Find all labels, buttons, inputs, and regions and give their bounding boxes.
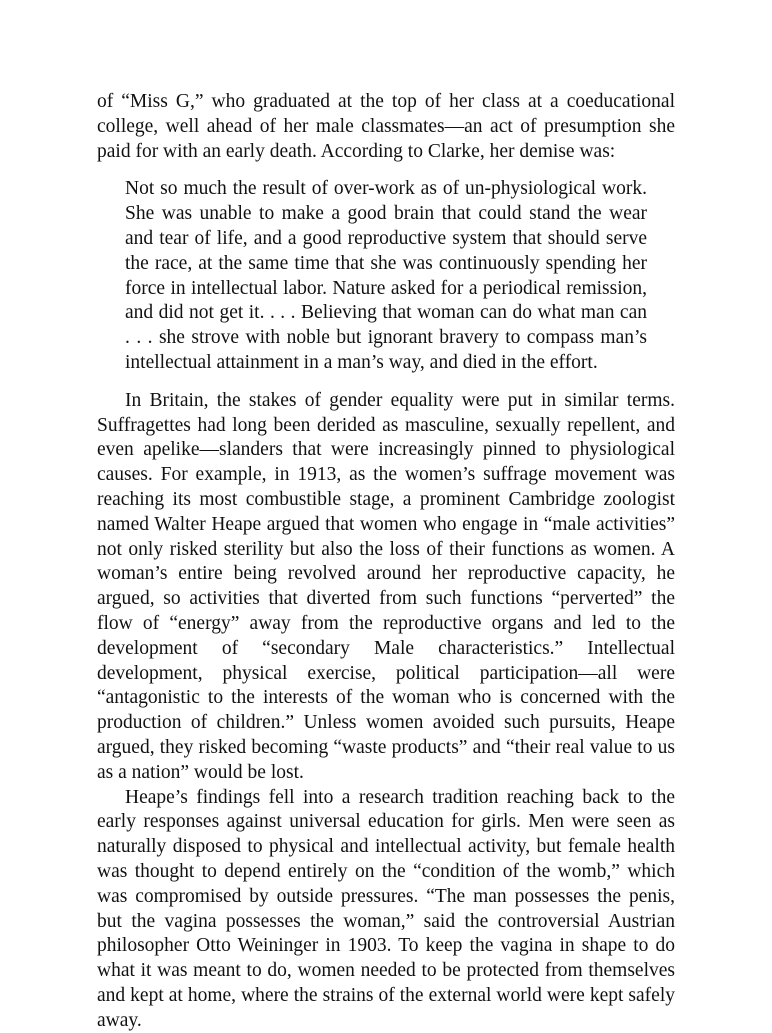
paragraph-heape-findings: Heape’s findings fell into a research tradition reaching back to the early responses against universal education for girls. Men were seen as naturally disposed to physical and intellectual activity, but female health was thought to depend entirely on the “condition of the womb,” which was compromised by outside pressures. “The man possesses the penis, but the vagina possesses the woman,” said the controversial Austrian philosopher Otto Weininger in 1903. To keep the vagina in shape to do what it was meant to do, women needed to be protected from themselves and kept at home, where the strains of the external world were kept safely away. bbox=[97, 786, 675, 1031]
block-quote-clarke: Not so much the result of over-work as of un-physiological work. She was unable to make a good brain that could stand the wear and tear of life, and a good reproductive system that should serve the race, at the same time that she was continuously spending her force in intellectual labor. Nature asked for a periodical remission, and did not get it. . . . Believing that woman can do what man can . . . she strove with noble but ignorant bravery to compass man’s intellectual attainment in a man’s way, and died in the effort. bbox=[125, 178, 647, 373]
paragraph-miss-g: of “Miss G,” who graduated at the top of her class at a coeducational college, well ahead of her male classmates—an act of presumption she paid for with an early death. According to Clarke, her demise was: bbox=[97, 91, 675, 162]
document-page bbox=[97, 90, 675, 1033]
paragraph-britain: In Britain, the stakes of gender equality were put in similar terms. Suffragettes had long been derided as masculine, sexually repellent, and even apelike—slanders that were increasingly pinned to physiological causes. For example, in 1913, as the women’s suffrage movement was reaching its most combustible stage, a prominent Cambridge zoologist named Walter Heape argued that women who engage in “male activities” not only risked sterility but also the loss of their functions as women. A woman’s entire being revolved around her reproductive capacity, he argued, so activities that diverted from such functions “perverted” the flow of “energy” away from the reproductive organs and led to the development of “secondary Male characteristics.” Intellectual development, physical exercise, political participation—all were “antagonistic to the interests of the woman who is concerned with the production of children.” Unless women avoided such pursuits, Heape argued, they risked becoming “waste products” and “their real value to us as a nation” would be lost. bbox=[97, 389, 675, 783]
